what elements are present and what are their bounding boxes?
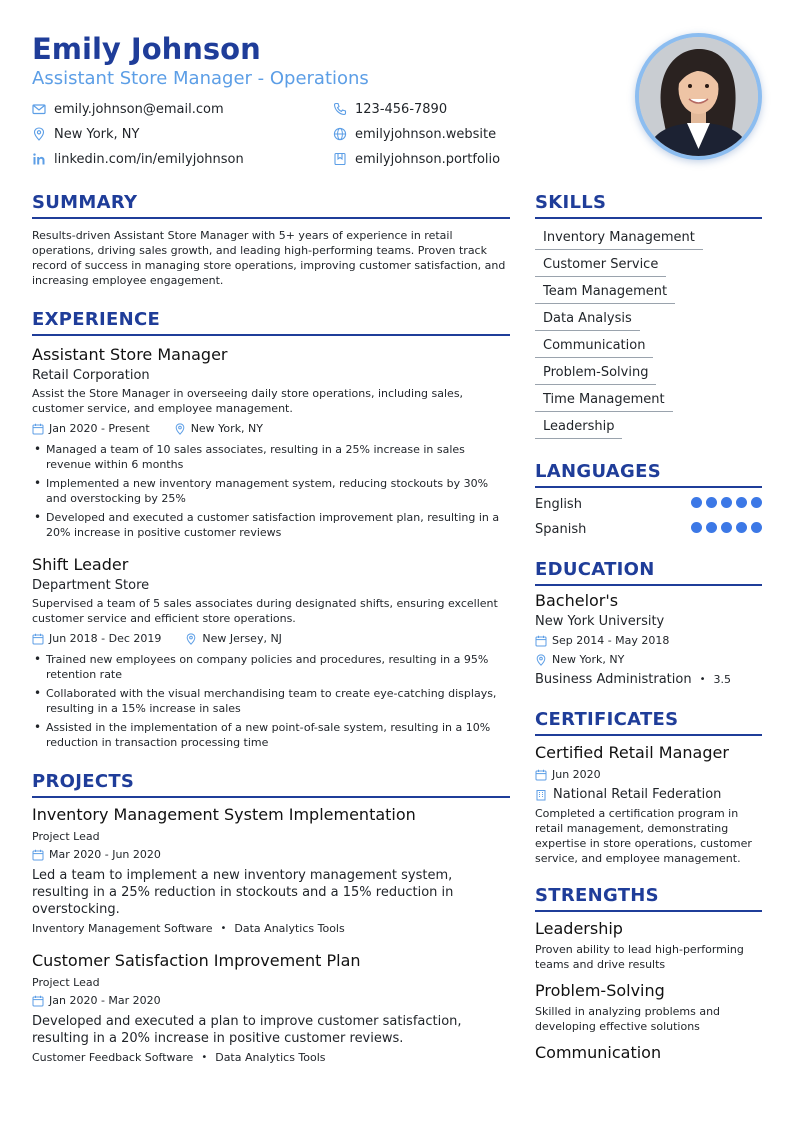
contact-phone[interactable]: [333, 99, 593, 119]
level-dot: [706, 497, 717, 508]
certificate-date-row: [535, 766, 762, 784]
achievement-item: • Implemented a new inventory management system, reducing stockouts by 30% and overstocking by 25%: [32, 476, 510, 506]
portfolio-text: emilyjohnson.portfolio: [355, 151, 501, 167]
avatar-portrait-icon: [639, 37, 758, 156]
education-school: New York University: [535, 614, 665, 629]
achievement-item: • Trained new employees on company policies and procedures, resulting in a 95% retention rate: [32, 652, 510, 682]
resume-header: [32, 30, 592, 169]
certificate-date: Jun 2020: [552, 768, 601, 781]
summary-text: Results-driven Assistant Store Manager with 5+ years of experience in retail operations, driving sales growth, and leading high-performing teams. Proven track record of success in managing store operations, improving customer satisfaction, and increasing employee engagement.: [32, 229, 506, 287]
job-achievements: [32, 652, 510, 750]
project-name: Customer Satisfaction Improvement Plan: [32, 951, 361, 970]
experience-item: [32, 554, 510, 750]
linkedin-icon: [32, 152, 46, 166]
contact-list: [32, 99, 592, 169]
achievement-item: • Managed a team of 10 sales associates, resulting in a 25% increase in sales revenue within 6 months: [32, 442, 510, 472]
language-level-dots: [687, 497, 762, 512]
project-tag: Data Analytics Tools: [234, 922, 345, 935]
experience-title: EXPERIENCE: [32, 308, 510, 336]
calendar-icon: [32, 849, 44, 861]
education-location-row: [535, 651, 762, 669]
project-tags: [32, 921, 510, 937]
level-dot: [706, 522, 717, 533]
project-meta: [32, 846, 510, 864]
level-dot: [721, 522, 732, 533]
education-section: [535, 558, 762, 689]
left-column: [32, 191, 510, 1066]
level-dot: [721, 497, 732, 508]
building-icon: [535, 789, 547, 801]
website-text: emilyjohnson.website: [355, 126, 497, 142]
location-text: New York, NY: [54, 126, 140, 142]
project-item: [32, 804, 510, 937]
achievement-item: • Developed and executed a customer satisfaction improvement plan, resulting in a 20% increase in positive customer reviews: [32, 510, 510, 540]
strength-name: Leadership: [535, 919, 623, 938]
calendar-icon: [32, 633, 44, 645]
candidate-role: Assistant Store Manager - Operations: [32, 68, 369, 89]
skills-section: [535, 191, 762, 442]
field-separator: •: [699, 674, 706, 685]
project-role: Project Lead: [32, 976, 100, 989]
certificate-issuer-row: [535, 786, 762, 804]
skill-item: Leadership: [535, 417, 622, 439]
certificates-section: [535, 708, 762, 866]
language-name: Spanish: [535, 522, 587, 537]
globe-icon: [333, 127, 347, 141]
job-dates: Jun 2018 - Dec 2019: [49, 632, 162, 645]
job-meta: [32, 420, 510, 438]
language-row: [535, 492, 762, 517]
strength-description: Skilled in analyzing problems and developing effective solutions: [535, 1005, 721, 1033]
location-pin-icon: [32, 127, 46, 141]
email-text: emily.johnson@email.com: [54, 101, 224, 117]
language-level-dots: [687, 522, 762, 537]
level-dot: [736, 497, 747, 508]
skill-item: Customer Service: [535, 255, 666, 277]
contact-location: [32, 124, 333, 144]
job-dates: Jan 2020 - Present: [49, 422, 150, 435]
education-degree: Bachelor's: [535, 591, 619, 610]
job-company: Retail Corporation: [32, 368, 150, 383]
job-location: New Jersey, NJ: [202, 632, 282, 645]
project-tag: Inventory Management Software: [32, 922, 213, 935]
experience-item: [32, 344, 510, 540]
project-name: Inventory Management System Implementation: [32, 805, 416, 824]
level-dot: [691, 497, 702, 508]
phone-icon: [333, 102, 347, 116]
level-dot: [751, 497, 762, 508]
project-dates: Jan 2020 - Mar 2020: [49, 994, 161, 1007]
skill-item: Communication: [535, 336, 653, 358]
language-row: [535, 517, 762, 542]
location-pin-icon: [174, 423, 186, 435]
profile-photo: [635, 33, 762, 160]
skill-item: Data Analysis: [535, 309, 640, 331]
project-description: Led a team to implement a new inventory management system, resulting in a 25% reduction in stockouts and a 15% reduction in overstocking.: [32, 868, 454, 917]
contact-website[interactable]: [333, 124, 593, 144]
certificate-description: Completed a certification program in retail management, demonstrating expertise in store operations, customer service, and employee management.: [535, 807, 752, 865]
job-company: Department Store: [32, 578, 150, 593]
calendar-icon: [535, 769, 547, 781]
right-column: [535, 191, 762, 1064]
job-title: Shift Leader: [32, 555, 129, 574]
location-pin-icon: [185, 633, 197, 645]
strength-name: Communication: [535, 1043, 662, 1062]
strength-name: Problem-Solving: [535, 981, 665, 1000]
contact-email[interactable]: [32, 99, 333, 119]
tag-separator: •: [220, 923, 227, 934]
languages-title: LANGUAGES: [535, 460, 762, 488]
education-gpa: 3.5: [713, 673, 731, 686]
education-dates: Sep 2014 - May 2018: [552, 634, 670, 647]
job-meta: [32, 630, 510, 648]
level-dot: [736, 522, 747, 533]
languages-section: [535, 460, 762, 542]
skill-item: Team Management: [535, 282, 675, 304]
location-pin-icon: [535, 654, 547, 666]
phone-text: 123-456-7890: [355, 101, 448, 117]
achievement-item: • Collaborated with the visual merchandising team to create eye-catching displays, resulting in a 15% increase in sales: [32, 686, 510, 716]
achievement-item: • Assisted in the implementation of a new point-of-sale system, resulting in a 10% reduction in transaction processing time: [32, 720, 510, 750]
candidate-name: Emily Johnson: [32, 32, 261, 66]
project-tag: Data Analytics Tools: [215, 1051, 326, 1064]
education-field: Business Administration: [535, 672, 692, 687]
summary-title: SUMMARY: [32, 191, 510, 219]
strength-description: Proven ability to lead high-performing teams and drive results: [535, 943, 744, 971]
experience-section: [32, 308, 510, 750]
job-title: Assistant Store Manager: [32, 345, 228, 364]
skill-item: Time Management: [535, 390, 673, 412]
language-name: English: [535, 497, 582, 512]
skill-item: Problem-Solving: [535, 363, 656, 385]
project-role: Project Lead: [32, 830, 100, 843]
education-dates-row: [535, 632, 762, 650]
strengths-title: STRENGTHS: [535, 884, 762, 912]
skills-list: [535, 226, 762, 442]
job-description: Assist the Store Manager in overseeing daily store operations, including sales, customer service, and employee management.: [32, 387, 464, 415]
skills-title: SKILLS: [535, 191, 762, 219]
certificate-name: Certified Retail Manager: [535, 743, 729, 762]
mail-icon: [32, 102, 46, 116]
summary-section: [32, 191, 510, 288]
project-dates: Mar 2020 - Jun 2020: [49, 848, 161, 861]
tag-separator: •: [201, 1052, 208, 1063]
contact-linkedin[interactable]: [32, 149, 333, 169]
skill-item: Inventory Management: [535, 228, 703, 250]
certificate-issuer: National Retail Federation: [553, 787, 722, 802]
level-dot: [691, 522, 702, 533]
job-location: New York, NY: [190, 422, 263, 435]
certificates-title: CERTIFICATES: [535, 708, 762, 736]
project-description: Developed and executed a plan to improve customer satisfaction, resulting in a 20% increase in positive customer reviews.: [32, 1014, 462, 1046]
education-title: EDUCATION: [535, 558, 762, 586]
calendar-icon: [32, 423, 44, 435]
project-tag: Customer Feedback Software: [32, 1051, 194, 1064]
projects-title: PROJECTS: [32, 770, 510, 798]
project-tags: [32, 1050, 510, 1066]
job-achievements: [32, 442, 510, 540]
project-item: [32, 950, 510, 1066]
bookmark-icon: [333, 152, 347, 166]
projects-section: [32, 770, 510, 1066]
education-field-row: [535, 671, 762, 689]
level-dot: [751, 522, 762, 533]
strengths-section: [535, 884, 762, 1064]
calendar-icon: [535, 635, 547, 647]
job-description: Supervised a team of 5 sales associates during designated shifts, ensuring excellent customer service and efficient store operations.: [32, 597, 498, 625]
linkedin-text: linkedin.com/in/emilyjohnson: [54, 151, 244, 167]
project-meta: [32, 992, 510, 1010]
contact-portfolio[interactable]: [333, 149, 593, 169]
calendar-icon: [32, 995, 44, 1007]
education-location: New York, NY: [552, 653, 625, 666]
